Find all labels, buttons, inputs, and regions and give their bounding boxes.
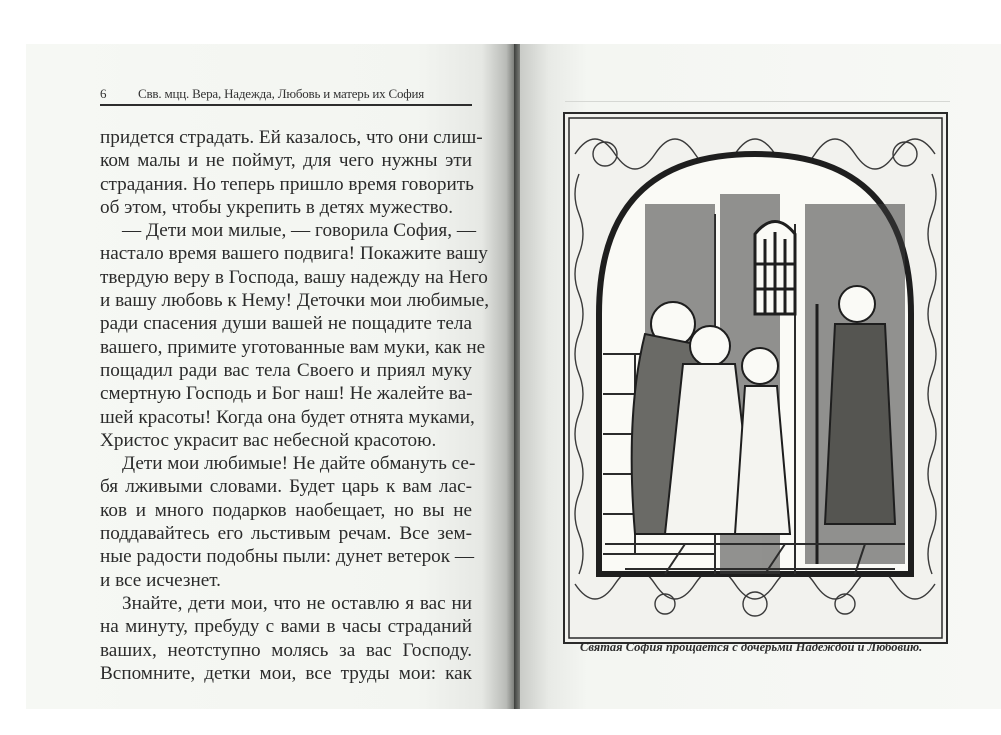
text-line: поддавайтесь его льстивым речам. Все зем-	[100, 523, 472, 545]
text-line: смертную Господь и Бог наш! Не жалейте ва-	[100, 383, 473, 405]
text-line: — Дети мои милые, — говорила София, —	[122, 220, 477, 242]
text-line: бя лживыми словами. Будет царь к вам лас-	[100, 476, 472, 498]
text-line: придется страдать. Ей казалось, что они слиш-	[100, 127, 483, 148]
text-line: ваших, неотступно молясь за вас Господу.	[100, 639, 472, 661]
woodcut-illustration	[563, 112, 948, 644]
text-line: Вспомните, детки мои, все труды мои: как	[100, 662, 472, 684]
page-number: 6	[100, 86, 107, 101]
text-line: твердую веру в Господа, вашу надежду на Него	[100, 266, 488, 288]
running-head	[100, 86, 472, 106]
text-line: ные радости подобны пыли: дунет ветерок —	[100, 546, 475, 568]
text-line: и вашу любовь к Нему! Деточки мои любимые,	[100, 290, 490, 312]
illustration-caption: Святая София прощается с дочерьми Надеждой и Любовию.	[580, 640, 923, 654]
text-line: об этом, чтобы укрепить в детях мужество.	[100, 196, 453, 218]
show-through-running-head	[565, 87, 950, 102]
text-line: ради спасения души вашей не пощадите тела	[100, 313, 472, 335]
text-line: настало время вашего подвига! Покажите вашу	[100, 243, 488, 265]
text-line: Христос украсит вас небесной красотою.	[100, 429, 437, 451]
text-line: на минуту, пребуду с вами в часы страданий	[100, 616, 472, 638]
text-line: вашего, примите уготованные вам муки, как не	[100, 336, 486, 358]
illustration-art	[565, 114, 946, 642]
text-line: ком малы и не поймут, для чего нужны эти	[100, 150, 472, 172]
body-text	[100, 126, 490, 685]
text-line: шей красоты! Когда она будет отнята муками,	[100, 406, 475, 428]
text-line: пощадил ради вас тела Своего и приял муку	[100, 359, 472, 381]
text-line: ков и много подарков наобещает, но вы не	[100, 499, 472, 521]
text-line: Знайте, дети мои, что не оставлю я вас ни	[122, 592, 472, 614]
text-line: страдания. Но теперь пришло время говорить	[100, 173, 474, 195]
running-head-title: Свв. мцц. Вера, Надежда, Любовь и матерь их София	[138, 86, 425, 101]
text-line: Дети мои любимые! Не дайте обмануть се-	[122, 453, 476, 475]
text-line: и все исчезнет.	[100, 569, 221, 591]
